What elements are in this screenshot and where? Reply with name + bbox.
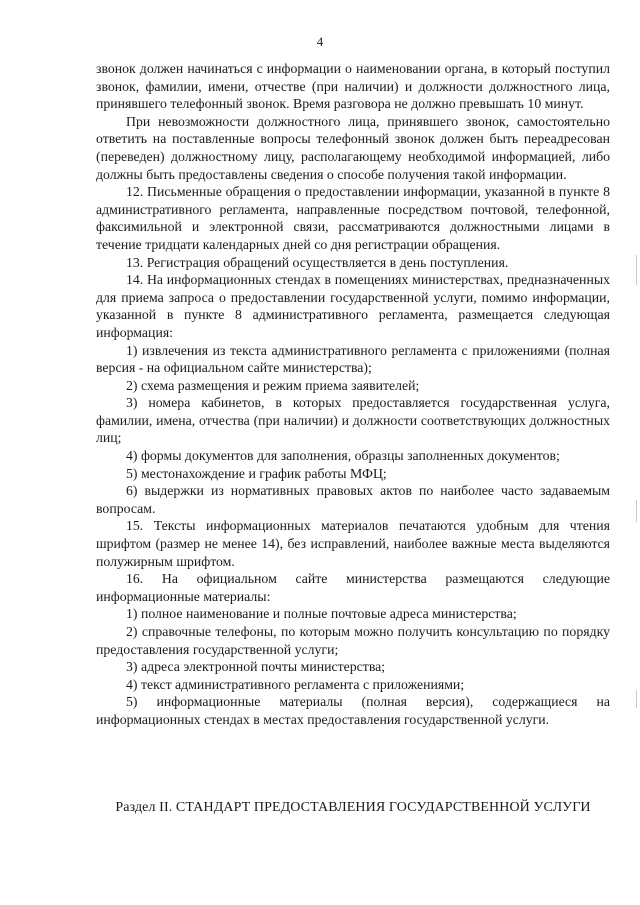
- paragraph: 16. На официальном сайте министерства размещаются следующие информационные материалы:: [96, 571, 610, 604]
- list-item: 6) выдержки из нормативных правовых актов по наиболее часто задаваемым вопросам.: [96, 483, 610, 516]
- list-item: 4) текст административного регламента с приложениями;: [126, 676, 465, 692]
- list-item: 5) местонахождение и график работы МФЦ;: [126, 465, 387, 481]
- list-item: 1) извлечения из текста административного регламента с приложениями (полная версия - на официальном сайте министерства);: [96, 342, 610, 376]
- paragraph: 15. Тексты информационных материалов печатаются удобным для чтения шрифтом (размер не менее 14), без исправлений, наиболее важные места выделяются полужирным шрифтом.: [96, 518, 610, 569]
- document-body: [96, 60, 610, 729]
- list-item: 5) информационные материалы (полная версия), содержащиеся на информационных стендах в местах предоставления государственной услуги.: [96, 694, 610, 727]
- scan-edge-mark: [636, 690, 637, 708]
- list-item: 4) формы документов для заполнения, образцы заполненных документов;: [126, 448, 560, 464]
- paragraph: 12. Письменные обращения о предоставлении информации, указанной в пункте 8 административного регламента, направленные посредством почтовой, телефонной, факсимильной и электронной связи, рассматриваются должностными лицами в течение тридцати календарных дней со дня регистрации обращения.: [96, 184, 610, 252]
- list-item: 3) адреса электронной почты министерства;: [126, 659, 386, 675]
- list-item: 2) справочные телефоны, по которым можно получить консультацию по порядку предоставления государственной услуги;: [96, 624, 610, 657]
- list-item: 1) полное наименование и полные почтовые адреса министерства;: [126, 606, 517, 622]
- list-item: 2) схема размещения и режим приема заявителей;: [126, 377, 420, 393]
- paragraph: При невозможности должностного лица, принявшего звонок, самостоятельно ответить на поставленные вопросы телефонный звонок должен быть переадресован (переведен) должностному лицу, располагающему необходимой информацией, либо должны быть предоставлены сведения о способе получения такой информации.: [96, 113, 610, 182]
- scan-edge-mark: [636, 500, 637, 522]
- page-number: 4: [316, 34, 324, 49]
- paragraph: 13. Регистрация обращений осуществляется в день поступления.: [126, 254, 509, 270]
- paragraph: 14. На информационных стендах в помещениях министерствах, предназначенных для приема запроса о предоставлении государственной услуги, помимо информации, указанной в пункте 8 административного регламента, размещается следующая информация:: [96, 272, 610, 340]
- scan-edge-mark: [636, 255, 637, 285]
- paragraph: звонок должен начинаться с информации о наименовании органа, в который поступил звонок, фамилии, имени, отчестве (при наличии) и должности должностного лица, принявшего телефонный звонок. Время разговора не должно превышать 10 минут.: [96, 61, 610, 112]
- section-heading: Раздел II. СТАНДАРТ ПРЕДОСТАВЛЕНИЯ ГОСУДАРСТВЕННОЙ УСЛУГИ: [115, 800, 591, 815]
- list-item: 3) номера кабинетов, в которых предоставляется государственная услуга, фамилии, имена, отчества (при наличии) и должности соответствующих должностных лиц;: [96, 395, 610, 446]
